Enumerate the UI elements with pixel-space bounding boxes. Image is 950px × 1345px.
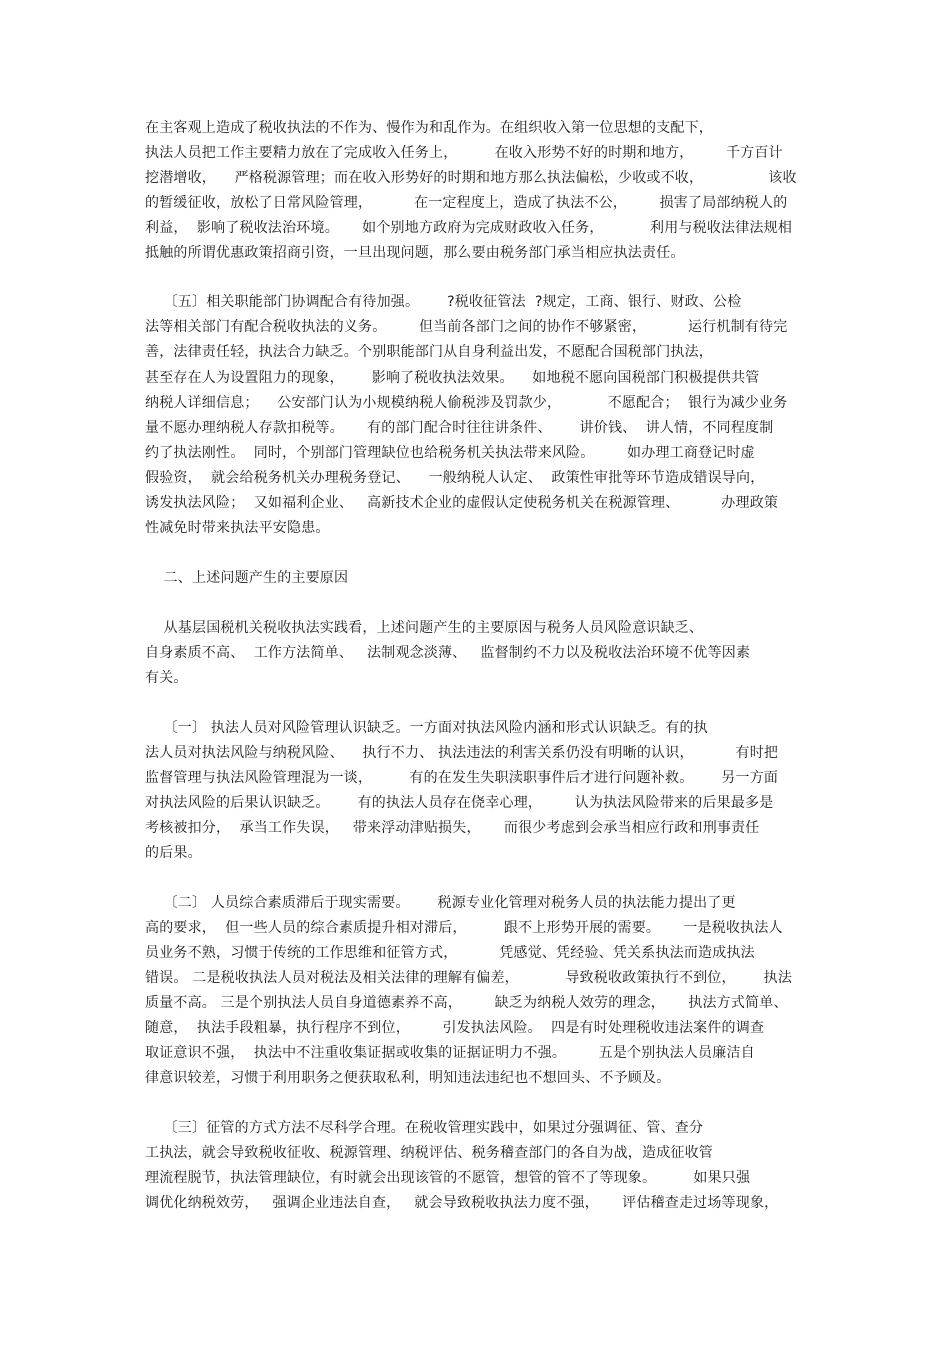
text-line: 善，法律责任轻，执法合力缺乏。个别职能部门从自身利益出发，不愿配合国税部门执法， bbox=[145, 344, 713, 360]
text-line: 高的要求， 但一些人员的综合素质提升相对滞后， 跟不上形势开展的需要。 一是税收执法人 bbox=[145, 920, 783, 936]
text-line: 二、上述问题产生的主要原因 bbox=[145, 570, 349, 586]
text-line: 错误。 二是税收执法人员对税法及相关法律的理解有偏差， 导致税收政策执行不到位， 执法 bbox=[145, 970, 793, 986]
text-line: 〔五〕相关职能部门协调配合有待加强。 ?税收征管法 ?规定，工商、银行、财政、公检 bbox=[145, 294, 742, 310]
text-line: 量不愿办理纳税人存款扣税等。 有的部门配合时往往讲条件、 讲价钱、 讲人情，不同程度制 bbox=[145, 420, 774, 436]
text-line: 调优化纳税效劳， 强调企业违法自查， 就会导致税收执法力度不强， 评估稽查走过场等现象， bbox=[145, 1195, 779, 1211]
text-line: 监督管理与执法风险管理混为一谈， 有的在发生失职渎职事件后才进行问题补救。 另一方面 bbox=[145, 770, 779, 786]
text-line: 质量不高。 三是个别执法人员自身道德素养不高， 缺乏为纳税人效劳的理念， 执法方式简单、 bbox=[145, 995, 788, 1011]
text-line: 纳税人详细信息； 公安部门认为小规模纳税人偷税涉及罚款少， 不愿配合； 银行为减少业务 bbox=[145, 395, 788, 411]
text-line: 法人员对执法风险与纳税风险、 执行不力、 执法违法的利害关系仍没有明晰的认识， 有时把 bbox=[145, 745, 779, 761]
text-line: 利益， 影响了税收法治环境。 如个别地方政府为完成财政收入任务， 利用与税收法律法规相 bbox=[145, 220, 793, 236]
text-line: 的暂缓征收，放松了日常风险管理， 在一定程度上，造成了执法不公， 损害了局部纳税人的 bbox=[145, 195, 788, 211]
text-line: 自身素质不高、 工作方法简单、 法制观念淡薄、 监督制约不力以及税收法治环境不优等因素 bbox=[145, 645, 751, 661]
text-line: 员业务不熟，习惯于传统的工作思维和征管方式， 凭感觉、凭经验、凭关系执法而造成执法 bbox=[145, 945, 755, 961]
text-line: 在主客观上造成了税收执法的不作为、慢作为和乱作为。在组织收入第一位思想的支配下， bbox=[145, 120, 713, 136]
text-line: 对执法风险的后果认识缺乏。 有的执法人员存在侥幸心理， 认为执法风险带来的后果最多是 bbox=[145, 795, 774, 811]
text-line: 假验资， 就会给税务机关办理税务登记、 一般纳税人认定、 政策性审批等环节造成错误导向， bbox=[145, 470, 765, 486]
text-line: 性减免时带来执法平安隐患。 bbox=[145, 520, 330, 536]
text-line: 〔二〕 人员综合素质滞后于现实需要。 税源专业化管理对税务人员的执法能力提出了更 bbox=[145, 895, 736, 911]
text-line: 〔三〕征管的方式方法不尽科学合理。在税收管理实践中，如果过分强调征、管、查分 bbox=[145, 1120, 704, 1136]
text-line: 诱发执法风险； 又如福利企业、 高新技术企业的虚假认定使税务机关在税源管理、 办理政策 bbox=[145, 495, 779, 511]
text-line: 挖潜增收， 严格税源管理；而在收入形势好的时期和地方那么执法偏松，少收或不收， 该收 bbox=[145, 170, 797, 186]
text-line: 理流程脱节，执法管理缺位，有时就会出现该管的不愿管，想管的管不了等现象。 如果只强 bbox=[145, 1170, 751, 1186]
text-line: 从基层国税机关税收执法实践看，上述问题产生的主要原因与税务人员风险意识缺乏、 bbox=[145, 620, 704, 636]
text-line: 执法人员把工作主要精力放在了完成收入任务上， 在收入形势不好的时期和地方， 千方百计 bbox=[145, 145, 783, 161]
text-line: 工执法，就会导致税收征收、税源管理、纳税评估、税务稽查部门的各自为战，造成征收管 bbox=[145, 1145, 713, 1161]
text-line: 〔一〕 执法人员对风险管理认识缺乏。一方面对执法风险内涵和形式认识缺乏。有的执 bbox=[145, 720, 708, 736]
text-line: 甚至存在人为设置阻力的现象， 影响了税收执法效果。 如地税不愿向国税部门积极提供共管 bbox=[145, 370, 760, 386]
text-line: 法等相关部门有配合税收执法的义务。 但当前各部门之间的协作不够紧密， 运行机制有待完 bbox=[145, 319, 788, 335]
text-line: 随意， 执法手段粗暴，执行程序不到位， 引发执法风险。 四是有时处理税收违法案件的调查 bbox=[145, 1020, 765, 1036]
text-line: 抵触的所谓优惠政策招商引资，一旦出现问题，那么要由税务部门承当相应执法责任。 bbox=[145, 245, 685, 261]
text-line: 有关。 bbox=[145, 670, 188, 686]
text-line: 的后果。 bbox=[145, 845, 202, 861]
text-line: 考核被扣分， 承当工作失误， 带来浮动津贴损失， 而很少考虑到会承当相应行政和刑事责任 bbox=[145, 820, 760, 836]
text-line: 取证意识不强， 执法中不注重收集证据或收集的证据证明力不强。 五是个别执法人员廉洁自 bbox=[145, 1045, 755, 1061]
text-line: 约了执法刚性。 同时，个别部门管理缺位也给税务机关执法带来风险。 如办理工商登记时虚 bbox=[145, 445, 755, 461]
text-line: 律意识较差，习惯于利用职务之便获取私利，明知违法违纪也不想回头、不予顾及。 bbox=[145, 1070, 671, 1086]
